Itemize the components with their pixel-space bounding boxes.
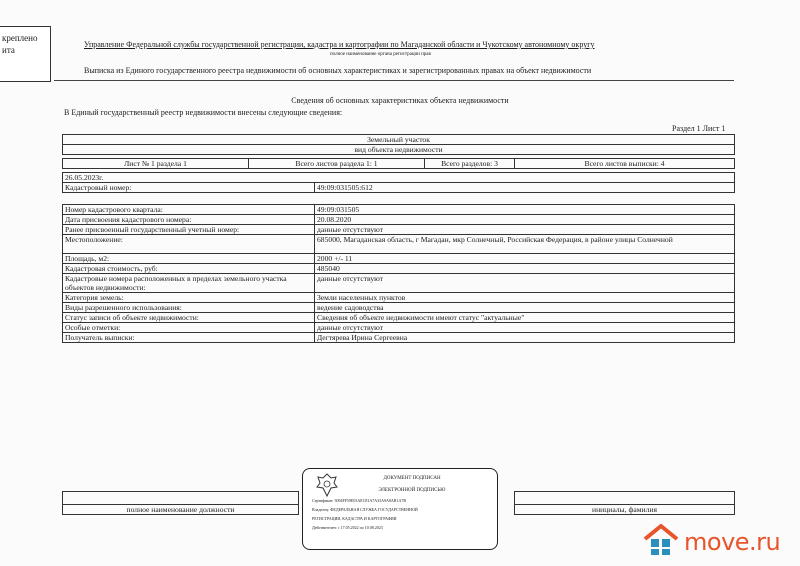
row-value: Сведения об объекте недвижимости имеют статус "актуальные": [315, 313, 735, 323]
row-label: Дата присвоения кадастрового номера:: [63, 215, 315, 225]
row-value: данные отсутствуют: [315, 323, 735, 333]
row-value: 485040: [315, 264, 735, 274]
coat-of-arms-icon: [314, 472, 340, 498]
row-value: 20.08.2020: [315, 215, 735, 225]
object-info-table: [62, 134, 735, 196]
row-label: Статус записи об объекте недвижимости:: [63, 313, 315, 323]
row-label: Кадастровая стоимость, руб:: [63, 264, 315, 274]
row-label: Получатель выписки:: [63, 333, 315, 343]
signature-validity: Действителен: с 17.05.2022 по 10.08.2023: [312, 525, 383, 530]
table-row: [63, 333, 735, 343]
header-divider: [54, 80, 734, 81]
total-sheets: Всего листов выписки: 4: [515, 159, 735, 169]
row-label: Виды разрешенного использования:: [63, 303, 315, 313]
signature-title: ДОКУМЕНТ ПОДПИСАН: [383, 476, 441, 481]
section-page-label: Раздел 1 Лист 1: [672, 124, 726, 133]
row-label: Кадастровые номера расположенных в пределах земельного участка объектов недвижимости:: [63, 274, 315, 293]
table-row: [63, 313, 735, 323]
table-row: [63, 215, 735, 225]
characteristics-table: [62, 204, 735, 343]
row-value: 685000, Магаданская область, г Магадан, мкр Солнечный, Российская Федерация, в районе улицы Солнечной: [315, 235, 735, 254]
house-logo-icon: [642, 523, 680, 557]
signature-certificate: Сертификат: 3094FF59E03AEC81A7A33A9A8AB1A7B: [312, 498, 407, 503]
table-row: [63, 323, 735, 333]
extract-date: 26.05.2023г.: [63, 173, 735, 183]
row-value: данные отсутствуют: [315, 274, 735, 293]
stamp-line-2: ита: [2, 45, 15, 55]
object-type-caption: вид объекта недвижимости: [63, 145, 735, 155]
cadastral-number-value: 49:09:031505:612: [315, 183, 735, 193]
signature-owner-line2: РЕГИСТРАЦИИ, КАДАСТРА И КАРТОГРАФИИ: [312, 516, 397, 521]
row-value: Земли населенных пунктов: [315, 293, 735, 303]
table-row: [63, 264, 735, 274]
sheet-number: Лист № 1 раздела 1: [63, 159, 249, 169]
total-sections: Всего разделов: 3: [425, 159, 515, 169]
cadastral-number-label: Кадастровый номер:: [63, 183, 315, 193]
row-label: Особые отметки:: [63, 323, 315, 333]
signature-subtitle: ЭЛЕКТРОННОЙ ПОДПИСЬЮ: [378, 488, 446, 493]
stamp-line-1: креплено: [2, 33, 38, 43]
row-label: Категория земель:: [63, 293, 315, 303]
table-row: [63, 205, 735, 215]
intro-text: В Единый государственный реестр недвижимости внесены следующие сведения:: [64, 108, 343, 117]
extract-title: Выписка из Единого государственного реестра недвижимости об основных характеристиках и зарегистрированных правах на объект недвижимости: [84, 66, 592, 75]
signature-owner: Владелец: ФЕДЕРАЛЬНАЯ СЛУЖБА ГОСУДАРСТВЕННОЙ: [312, 507, 418, 512]
sheets-in-section: Всего листов раздела 1: 1: [249, 159, 425, 169]
row-label: Номер кадастрового квартала:: [63, 205, 315, 215]
row-label: Местоположение:: [63, 235, 315, 254]
row-label: Площадь, м2:: [63, 254, 315, 264]
row-value: ведение садоводства: [315, 303, 735, 313]
object-type: Земельный участок: [63, 135, 735, 145]
table-row: [63, 235, 735, 254]
table-row: [63, 254, 735, 264]
row-value: 49:09:031505: [315, 205, 735, 215]
table-row: [63, 225, 735, 235]
table-row: [63, 293, 735, 303]
agency-name: Управление Федеральной службы государственной регистрации, кадастра и картографии по Магаданской области и Чукотскому автономному округу: [84, 40, 595, 49]
section-title: Сведения об основных характеристиках объекта недвижимости: [291, 96, 509, 105]
row-value: данные отсутствуют: [315, 225, 735, 235]
attachment-stamp-text: [2, 32, 38, 56]
row-value: 2000 +/- 11: [315, 254, 735, 264]
name-caption: инициалы, фамилия: [515, 505, 735, 515]
table-row: [63, 274, 735, 293]
table-row: [63, 303, 735, 313]
position-caption: полное наименование должности: [63, 505, 299, 515]
row-label: Ранее присвоенный государственный учетный номер:: [63, 225, 315, 235]
agency-caption: полное наименование органа регистрации прав: [330, 52, 431, 57]
site-logo[interactable]: move.ru: [684, 528, 781, 556]
row-value: Дегтярева Ирина Сергеевна: [315, 333, 735, 343]
